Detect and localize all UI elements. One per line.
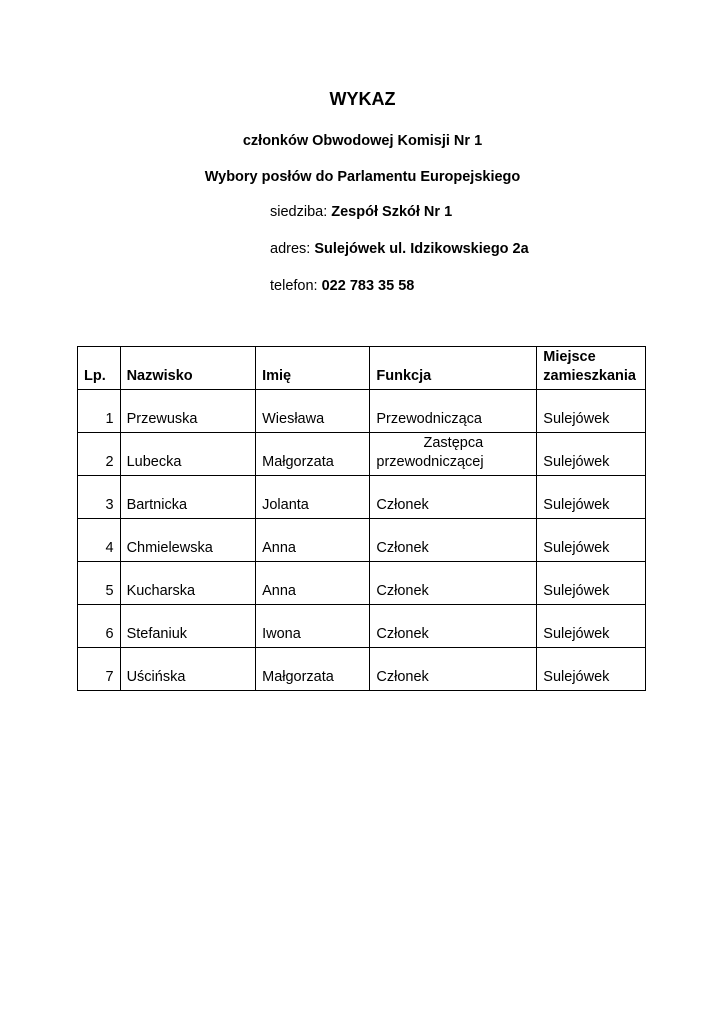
cell-lp: 3 [78,476,121,519]
cell-funkcja: Członek [370,562,537,605]
cell-funkcja: Członek [370,648,537,691]
cell-nazwisko: Stefaniuk [120,605,256,648]
cell-miejsce: Sulejówek [537,519,646,562]
cell-funkcja-line2: przewodniczącej [376,454,484,470]
cell-miejsce: Sulejówek [537,562,646,605]
header-miejsce-line1: Miejsce [543,349,596,365]
cell-funkcja: Członek [370,476,537,519]
cell-miejsce: Sulejówek [537,648,646,691]
cell-funkcja: Członek [370,519,537,562]
cell-imie: Małgorzata [256,433,370,476]
document-title: WYKAZ [329,89,396,109]
cell-nazwisko: Kucharska [120,562,256,605]
header-imie: Imię [256,347,370,390]
table-row [78,562,646,605]
header-nazwisko: Nazwisko [120,347,256,390]
header-lp: Lp. [78,347,121,390]
cell-lp: 6 [78,605,121,648]
address-line [270,239,529,259]
cell-funkcja: Przewodnicząca [370,390,537,433]
cell-nazwisko: Lubecka [120,433,256,476]
cell-funkcja: Członek [370,605,537,648]
cell-funkcja-line1: Zastępca [423,435,484,451]
cell-lp: 7 [78,648,121,691]
cell-lp: 1 [78,390,121,433]
cell-nazwisko: Chmielewska [120,519,256,562]
cell-funkcja [370,433,537,476]
table-row [78,433,646,476]
cell-imie: Anna [256,562,370,605]
cell-miejsce: Sulejówek [537,476,646,519]
cell-imie: Jolanta [256,476,370,519]
table-row [78,519,646,562]
seat-label: siedziba: [270,204,332,220]
address-value: Sulejówek ul. Idzikowskiego 2a [314,241,529,257]
header-miejsce-line2: zamieszkania [543,368,636,384]
table-row [78,605,646,648]
document-subtitle-commission: członków Obwodowej Komisji Nr 1 [242,133,483,149]
cell-miejsce: Sulejówek [537,390,646,433]
cell-imie: Anna [256,519,370,562]
header-funkcja: Funkcja [370,347,537,390]
cell-lp: 4 [78,519,121,562]
cell-lp: 5 [78,562,121,605]
phone-line [270,276,414,296]
cell-miejsce: Sulejówek [537,605,646,648]
table-header-row [78,347,646,390]
cell-nazwisko: Bartnicka [120,476,256,519]
header-miejsce [537,347,646,390]
phone-value: 022 783 35 58 [321,278,415,294]
document-subtitle-election: Wybory posłów do Parlamentu Europejskiego [204,169,521,185]
cell-miejsce: Sulejówek [537,433,646,476]
table-row [78,648,646,691]
phone-label: telefon: [270,278,322,294]
address-label: adres: [270,241,315,257]
cell-nazwisko: Uścińska [120,648,256,691]
seat-value: Zespół Szkół Nr 1 [331,204,453,220]
cell-imie: Małgorzata [256,648,370,691]
cell-imie: Wiesława [256,390,370,433]
table-row [78,476,646,519]
table-row [78,390,646,433]
cell-nazwisko: Przewuska [120,390,256,433]
cell-imie: Iwona [256,605,370,648]
members-table [77,346,646,691]
seat-line [270,202,452,222]
cell-lp: 2 [78,433,121,476]
